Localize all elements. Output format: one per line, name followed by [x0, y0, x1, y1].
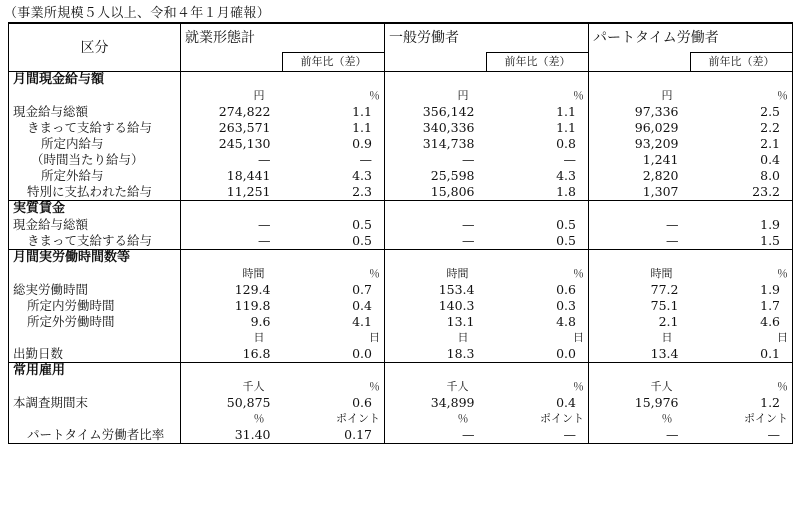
value-scheduled: 314,738: [385, 136, 487, 152]
value-overtime_hours: 13.1: [385, 314, 487, 330]
section-empty: [691, 72, 793, 89]
unit-label: 円: [181, 88, 283, 104]
table-row: [9, 152, 793, 168]
value-hourly: 0.4: [691, 152, 793, 168]
value-scheduled_hours: 75.1: [589, 298, 691, 314]
row-label-total_cash: 現金給与総額: [9, 104, 181, 120]
unit-label: ポイント: [336, 412, 380, 425]
wage-statistics-table: [8, 22, 793, 444]
header-category: 区分: [9, 23, 181, 72]
label-empty: [9, 411, 181, 427]
value-employees: 0.6: [352, 395, 372, 410]
header-part: パートタイム労働者: [589, 23, 793, 53]
value-real_total: 0.5: [556, 217, 576, 232]
table-row: [9, 168, 793, 184]
unit-label: 時間: [181, 266, 283, 282]
unit-label: 日: [181, 330, 283, 346]
unit-label: ％: [573, 380, 584, 393]
row-label-scheduled: 所定内給与: [9, 136, 181, 152]
table-row: [9, 346, 793, 363]
unit-label: ％: [691, 266, 793, 282]
value-part_ratio: —: [487, 427, 589, 444]
value-special: 1,307: [589, 184, 691, 201]
value-days: 0.0: [352, 346, 372, 361]
unit-label: 時間: [589, 266, 691, 282]
section-empty: [283, 250, 385, 267]
value-contractual: 340,336: [385, 120, 487, 136]
value-contractual: 1.1: [556, 120, 576, 135]
unit-label: 日: [369, 331, 380, 344]
section-title-wages: 月間現金給与額: [9, 72, 181, 89]
value-total_cash: 97,336: [589, 104, 691, 120]
value-special: 15,806: [385, 184, 487, 201]
section-empty: [487, 250, 589, 267]
unit-label: ％: [385, 411, 487, 427]
section-empty: [283, 363, 385, 380]
value-total_hours: 129.4: [181, 282, 283, 298]
value-employees: 0.4: [556, 395, 576, 410]
value-total_cash: 2.5: [691, 104, 793, 120]
value-scheduled_hours: 0.4: [352, 298, 372, 313]
unit-label: ％: [181, 411, 283, 427]
value-total_cash: 1.1: [352, 104, 372, 119]
header-yoy: 前年比（差）: [487, 53, 589, 72]
value-overtime_pay: 2,820: [589, 168, 691, 184]
value-scheduled: 0.8: [556, 136, 576, 151]
value-part_ratio: —: [691, 427, 793, 444]
table-caption: （事業所規模５人以上、令和４年１月確報）: [4, 6, 271, 21]
unit-label: ポイント: [691, 411, 793, 427]
section-empty: [283, 72, 385, 89]
value-overtime_pay: 4.3: [556, 168, 576, 183]
section-empty: [385, 363, 487, 380]
value-part_ratio: 31.40: [181, 427, 283, 444]
unit-label: 千人: [181, 379, 283, 395]
section-empty: [589, 72, 691, 89]
section-empty: [691, 363, 793, 380]
value-days: 18.3: [385, 346, 487, 363]
table-row: [9, 104, 793, 120]
value-special: 1.8: [556, 184, 576, 199]
table-row: [9, 250, 793, 267]
value-overtime_pay: 25,598: [385, 168, 487, 184]
section-empty: [589, 250, 691, 267]
value-overtime_hours: 4.6: [691, 314, 793, 330]
value-total_hours: 77.2: [589, 282, 691, 298]
value-hourly: —: [359, 152, 372, 167]
value-real_total: —: [181, 217, 283, 233]
value-special: 11,251: [181, 184, 283, 201]
value-real_contractual: —: [385, 233, 487, 250]
value-scheduled: 245,130: [181, 136, 283, 152]
unit-label: ％: [369, 89, 380, 102]
row-label-real_contractual: きまって支給する給与: [9, 233, 181, 250]
table-row: [9, 23, 793, 53]
section-empty: [181, 363, 283, 380]
section-empty: [589, 363, 691, 380]
header-empty: [181, 53, 283, 72]
row-label-employees: 本調査期間末: [9, 395, 181, 411]
unit-label: ％: [369, 380, 380, 393]
row-label-overtime_hours: 所定外労働時間: [9, 314, 181, 330]
value-scheduled_hours: 0.3: [556, 298, 576, 313]
table-row: [9, 72, 793, 89]
value-real_contractual: 1.5: [691, 233, 793, 250]
table-row: [9, 136, 793, 152]
value-part_ratio: 0.17: [283, 427, 385, 444]
table-row: [9, 395, 793, 411]
section-empty: [385, 72, 487, 89]
value-days: 13.4: [589, 346, 691, 363]
value-overtime_pay: 4.3: [352, 168, 372, 183]
section-empty: [691, 201, 793, 218]
table-row: [9, 233, 793, 250]
header-yoy: 前年比（差）: [283, 53, 385, 72]
table-row: [9, 379, 793, 395]
section-title-hours: 月間実労働時間数等: [9, 250, 181, 267]
section-empty: [385, 250, 487, 267]
value-total_hours: 0.6: [556, 282, 576, 297]
label-empty: [9, 379, 181, 395]
section-empty: [487, 363, 589, 380]
value-hourly: —: [385, 152, 487, 168]
value-hourly: —: [181, 152, 283, 168]
value-total_hours: 0.7: [352, 282, 372, 297]
value-overtime_hours: 2.1: [589, 314, 691, 330]
table-row: [9, 298, 793, 314]
value-special: 2.3: [352, 184, 372, 199]
unit-label: 日: [691, 330, 793, 346]
value-contractual: 263,571: [181, 120, 283, 136]
unit-label: 日: [385, 330, 487, 346]
value-part_ratio: —: [385, 427, 487, 444]
header-empty: [589, 53, 691, 72]
row-label-hourly: （時間当たり給与）: [9, 152, 181, 168]
table-row: [9, 411, 793, 427]
unit-label: ％: [589, 411, 691, 427]
value-real_total: 0.5: [352, 217, 372, 232]
value-real_total: —: [589, 217, 691, 233]
unit-label: 千人: [589, 379, 691, 395]
value-overtime_hours: 4.8: [556, 314, 576, 329]
value-part_ratio: —: [589, 427, 691, 444]
section-title-real: 実質賃金: [9, 201, 181, 218]
label-empty: [9, 330, 181, 346]
value-total_cash: 356,142: [385, 104, 487, 120]
value-hourly: 1,241: [589, 152, 691, 168]
section-empty: [181, 250, 283, 267]
unit-label: ％: [691, 379, 793, 395]
section-empty: [385, 201, 487, 218]
value-employees: 1.2: [691, 395, 793, 411]
section-title-employment: 常用雇用: [9, 363, 181, 380]
unit-label: 千人: [385, 379, 487, 395]
unit-label: 時間: [385, 266, 487, 282]
section-empty: [487, 72, 589, 89]
header-all: 就業形態計: [181, 23, 385, 53]
unit-label: ％: [573, 89, 584, 102]
section-empty: [283, 201, 385, 218]
value-scheduled: 2.1: [691, 136, 793, 152]
value-days: 0.1: [691, 346, 793, 363]
header-empty: [385, 53, 487, 72]
row-label-special: 特別に支払われた給与: [9, 184, 181, 201]
value-employees: 15,976: [589, 395, 691, 411]
unit-label: ％: [691, 88, 793, 104]
value-days: 16.8: [181, 346, 283, 363]
table-row: [9, 330, 793, 346]
value-real_contractual: —: [589, 233, 691, 250]
value-real_contractual: 0.5: [352, 233, 372, 248]
section-empty: [181, 201, 283, 218]
value-total_cash: 274,822: [181, 104, 283, 120]
unit-label: 日: [573, 331, 584, 344]
header-yoy: 前年比（差）: [691, 53, 793, 72]
label-empty: [9, 88, 181, 104]
unit-label: ポイント: [540, 412, 584, 425]
value-special: 23.2: [691, 184, 793, 201]
value-scheduled: 93,209: [589, 136, 691, 152]
table-row: [9, 88, 793, 104]
row-label-total_hours: 総実労働時間: [9, 282, 181, 298]
value-overtime_hours: 9.6: [181, 314, 283, 330]
unit-label: 円: [589, 88, 691, 104]
header-general: 一般労働者: [385, 23, 589, 53]
value-contractual: 2.2: [691, 120, 793, 136]
value-employees: 50,875: [181, 395, 283, 411]
value-days: 0.0: [556, 346, 576, 361]
value-overtime_pay: 8.0: [691, 168, 793, 184]
value-total_hours: 1.9: [691, 282, 793, 298]
section-empty: [487, 201, 589, 218]
value-total_hours: 153.4: [385, 282, 487, 298]
table-row: [9, 282, 793, 298]
value-employees: 34,899: [385, 395, 487, 411]
table-row: [9, 184, 793, 201]
row-label-scheduled_hours: 所定内労働時間: [9, 298, 181, 314]
section-empty: [691, 250, 793, 267]
value-scheduled_hours: 1.7: [691, 298, 793, 314]
value-contractual: 96,029: [589, 120, 691, 136]
table-row: [9, 120, 793, 136]
section-empty: [181, 72, 283, 89]
row-label-contractual: きまって支給する給与: [9, 120, 181, 136]
label-empty: [9, 266, 181, 282]
unit-label: ％: [573, 267, 584, 280]
value-overtime_hours: 4.1: [352, 314, 372, 329]
row-label-overtime_pay: 所定外給与: [9, 168, 181, 184]
value-scheduled_hours: 140.3: [385, 298, 487, 314]
value-overtime_pay: 18,441: [181, 168, 283, 184]
value-total_cash: 1.1: [556, 104, 576, 119]
table-row: [9, 363, 793, 380]
table-row: [9, 217, 793, 233]
table-row: [9, 266, 793, 282]
table-row: [9, 427, 793, 444]
row-label-real_total: 現金給与総額: [9, 217, 181, 233]
row-label-part_ratio: パートタイム労働者比率: [9, 427, 181, 444]
value-real_total: —: [385, 217, 487, 233]
value-real_total: 1.9: [691, 217, 793, 233]
unit-label: ％: [369, 267, 380, 280]
section-empty: [589, 201, 691, 218]
value-scheduled_hours: 119.8: [181, 298, 283, 314]
table-row: [9, 201, 793, 218]
value-contractual: 1.1: [352, 120, 372, 135]
value-scheduled: 0.9: [352, 136, 372, 151]
unit-label: 円: [385, 88, 487, 104]
row-label-days: 出勤日数: [9, 346, 181, 363]
value-real_contractual: 0.5: [556, 233, 576, 248]
table-row: [9, 314, 793, 330]
value-hourly: —: [563, 152, 576, 167]
unit-label: 日: [589, 330, 691, 346]
value-real_contractual: —: [181, 233, 283, 250]
